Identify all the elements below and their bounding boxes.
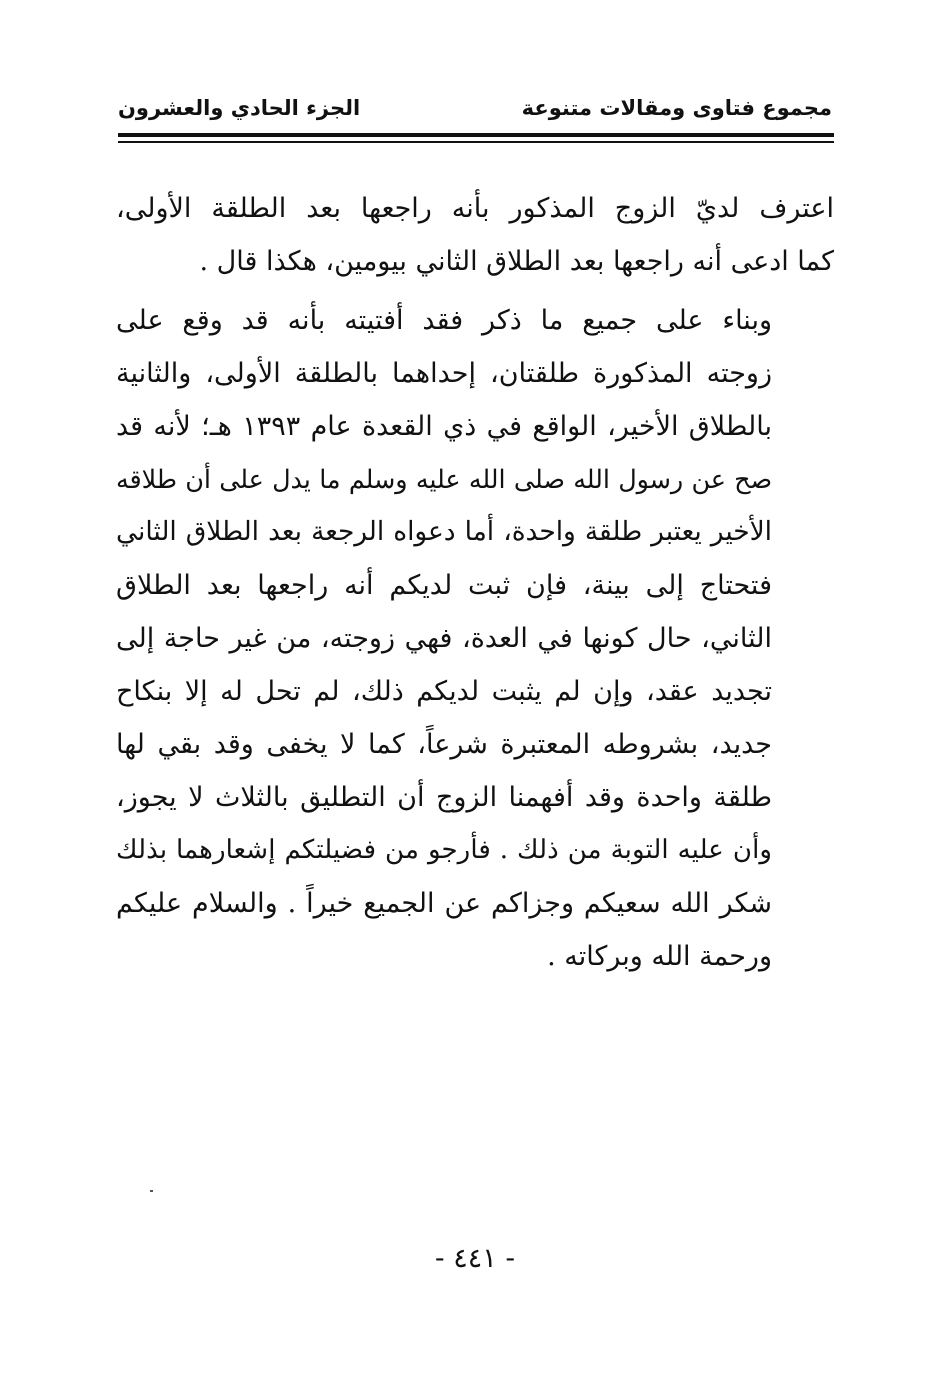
text-line: بالطلاق الأخير، الواقع في ذي القعدة عام ١٣٩٣ هـ؛ لأنه قد [116,411,772,442]
book-title: مجموع فتاوى ومقالات متنوعة [521,96,832,120]
running-header [118,96,832,128]
text-line: تجديد عقد، وإن لم يثبت لديكم ذلك، لم تحل له إلا بنكاح [116,676,772,707]
text-line: وأن عليه التوبة من ذلك . فأرجو من فضيلتكم إشعارهما بذلك [116,835,772,865]
text-line: ورحمة الله وبركاته . [547,941,772,972]
text-line: الثاني، حال كونها في العدة، فهي زوجته، من غير حاجة إلى [116,623,772,654]
text-line: طلقة واحدة وقد أفهمنا الزوج أن التطليق بالثلاث لا يجوز، [116,782,772,813]
page-number: - ٤٤١ - [434,1243,516,1274]
header-rule-thin [118,141,834,143]
text-line: الأخير يعتبر طلقة واحدة، أما دعواه الرجعة بعد الطلاق الثاني [116,517,772,547]
paragraph-1 [116,182,834,288]
text-line: صح عن رسول الله صلى الله عليه وسلم ما يدل على أن طلاقه [116,465,772,494]
volume-label: الجزء الحادي والعشرون [118,96,361,120]
text-line: فتحتاج إلى بينة، فإن ثبت لديكم أنه راجعها بعد الطلاق [116,570,772,601]
text-line: شكر الله سعيكم وجزاكم عن الجميع خيراً . والسلام عليكم [116,888,772,919]
header-rule-thick [118,133,834,137]
text-line: زوجته المذكورة طلقتان، إحداهما بالطلقة الأولى، والثانية [116,358,772,389]
text-line: كما ادعى أنه راجعها بعد الطلاق الثاني بيومين، هكذا قال . [199,246,834,277]
body-text [116,182,834,983]
scan-speck [150,1190,153,1192]
text-line: وبناء على جميع ما ذكر فقد أفتيته بأنه قد وقع على [116,305,772,336]
text-line: اعترف لديّ الزوج المذكور بأنه راجعها بعد الطلقة الأولى، [116,193,834,224]
paragraph-2 [116,294,834,983]
text-line: جديد، بشروطه المعتبرة شرعاً، كما لا يخفى وقد بقي لها [116,729,772,760]
